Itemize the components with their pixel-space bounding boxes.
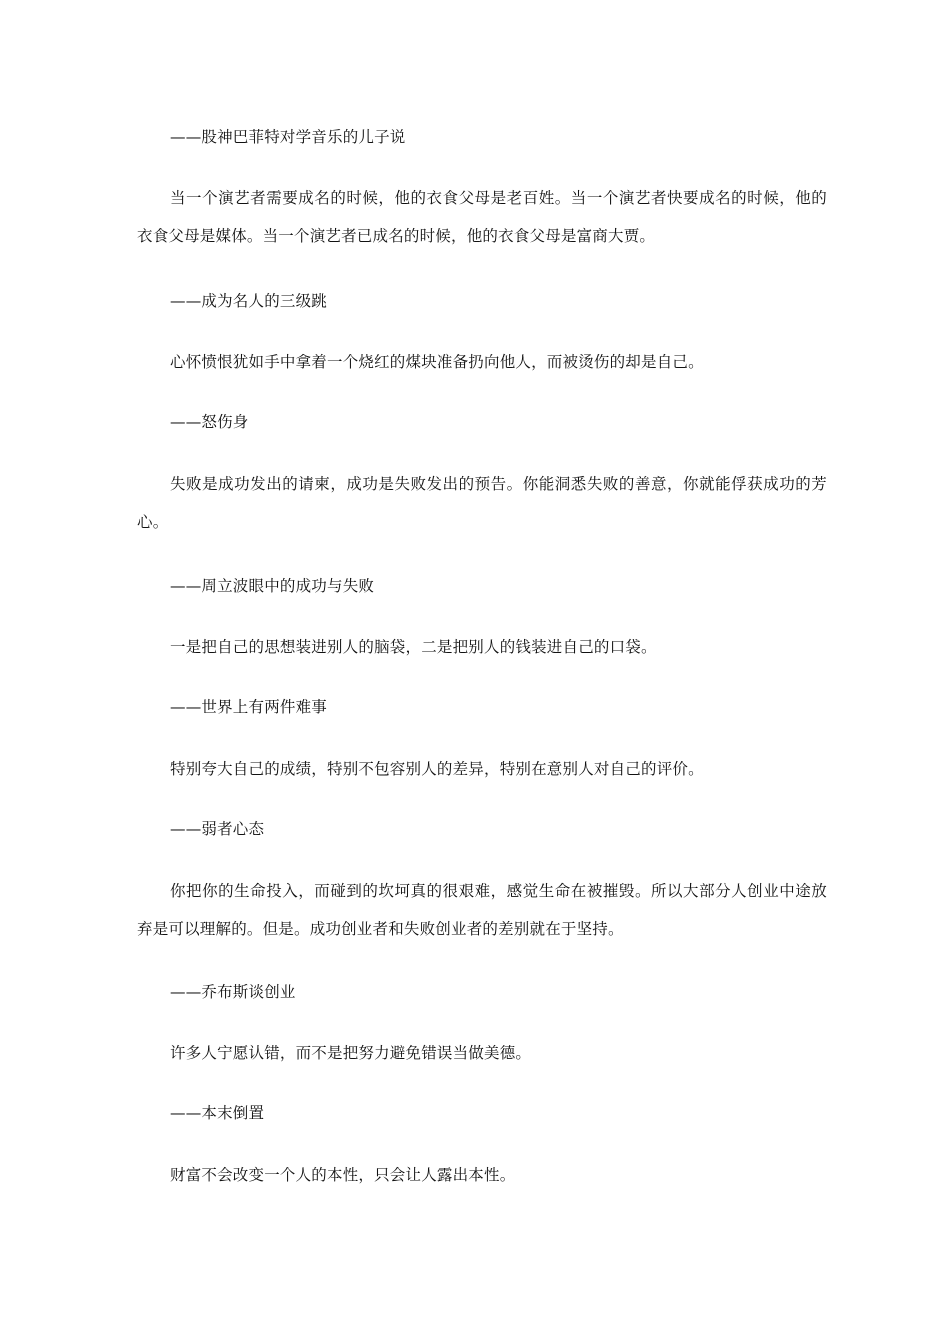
attribution-two-hard-things: ——世界上有两件难事	[170, 698, 328, 716]
attribution-fame-jump: ——成为名人的三级跳	[170, 292, 328, 310]
attribution-jobs-startup: ——乔布斯谈创业	[170, 983, 296, 1001]
quote-weak-mindset: 特别夸大自己的成绩，特别不包容别人的差异，特别在意别人对自己的评价。	[170, 760, 704, 778]
attribution-priorities: ——本末倒置	[170, 1104, 265, 1122]
quote-jobs-startup: 你把你的生命投入，而碰到的坎坷真的很艰难，感觉生命在被摧毁。所以大部分人创业中途放弃是可以理解的。但是。成功创业者和失败创业者的差别就在于坚持。	[137, 882, 827, 938]
quote-resentment: 心怀愤恨犹如手中拿着一个烧红的煤块准备扔向他人，而被烫伤的却是自己。	[170, 353, 704, 371]
attribution-zhou-libo: ——周立波眼中的成功与失败	[170, 577, 375, 595]
quote-success-failure: 失败是成功发出的请柬，成功是失败发出的预告。你能洞悉失败的善意，你就能俘获成功的芳心。	[137, 475, 827, 531]
attribution-weak-mindset: ——弱者心态	[170, 820, 265, 838]
quote-two-hard-things: 一是把自己的思想装进别人的脑袋，二是把别人的钱装进自己的口袋。	[170, 638, 657, 656]
quote-admit-mistakes: 许多人宁愿认错，而不是把努力避免错误当做美德。	[170, 1044, 532, 1062]
quote-performer-fame: 当一个演艺者需要成名的时候，他的衣食父母是老百姓。当一个演艺者快要成名的时候，他的衣食父母是媒体。当一个演艺者已成名的时候，他的衣食父母是富商大贾。	[137, 189, 827, 245]
attribution-buffett: ——股神巴菲特对学音乐的儿子说	[170, 128, 406, 146]
attribution-anger: ——怒伤身	[170, 413, 249, 431]
quote-wealth-nature: 财富不会改变一个人的本性，只会让人露出本性。	[170, 1166, 516, 1184]
